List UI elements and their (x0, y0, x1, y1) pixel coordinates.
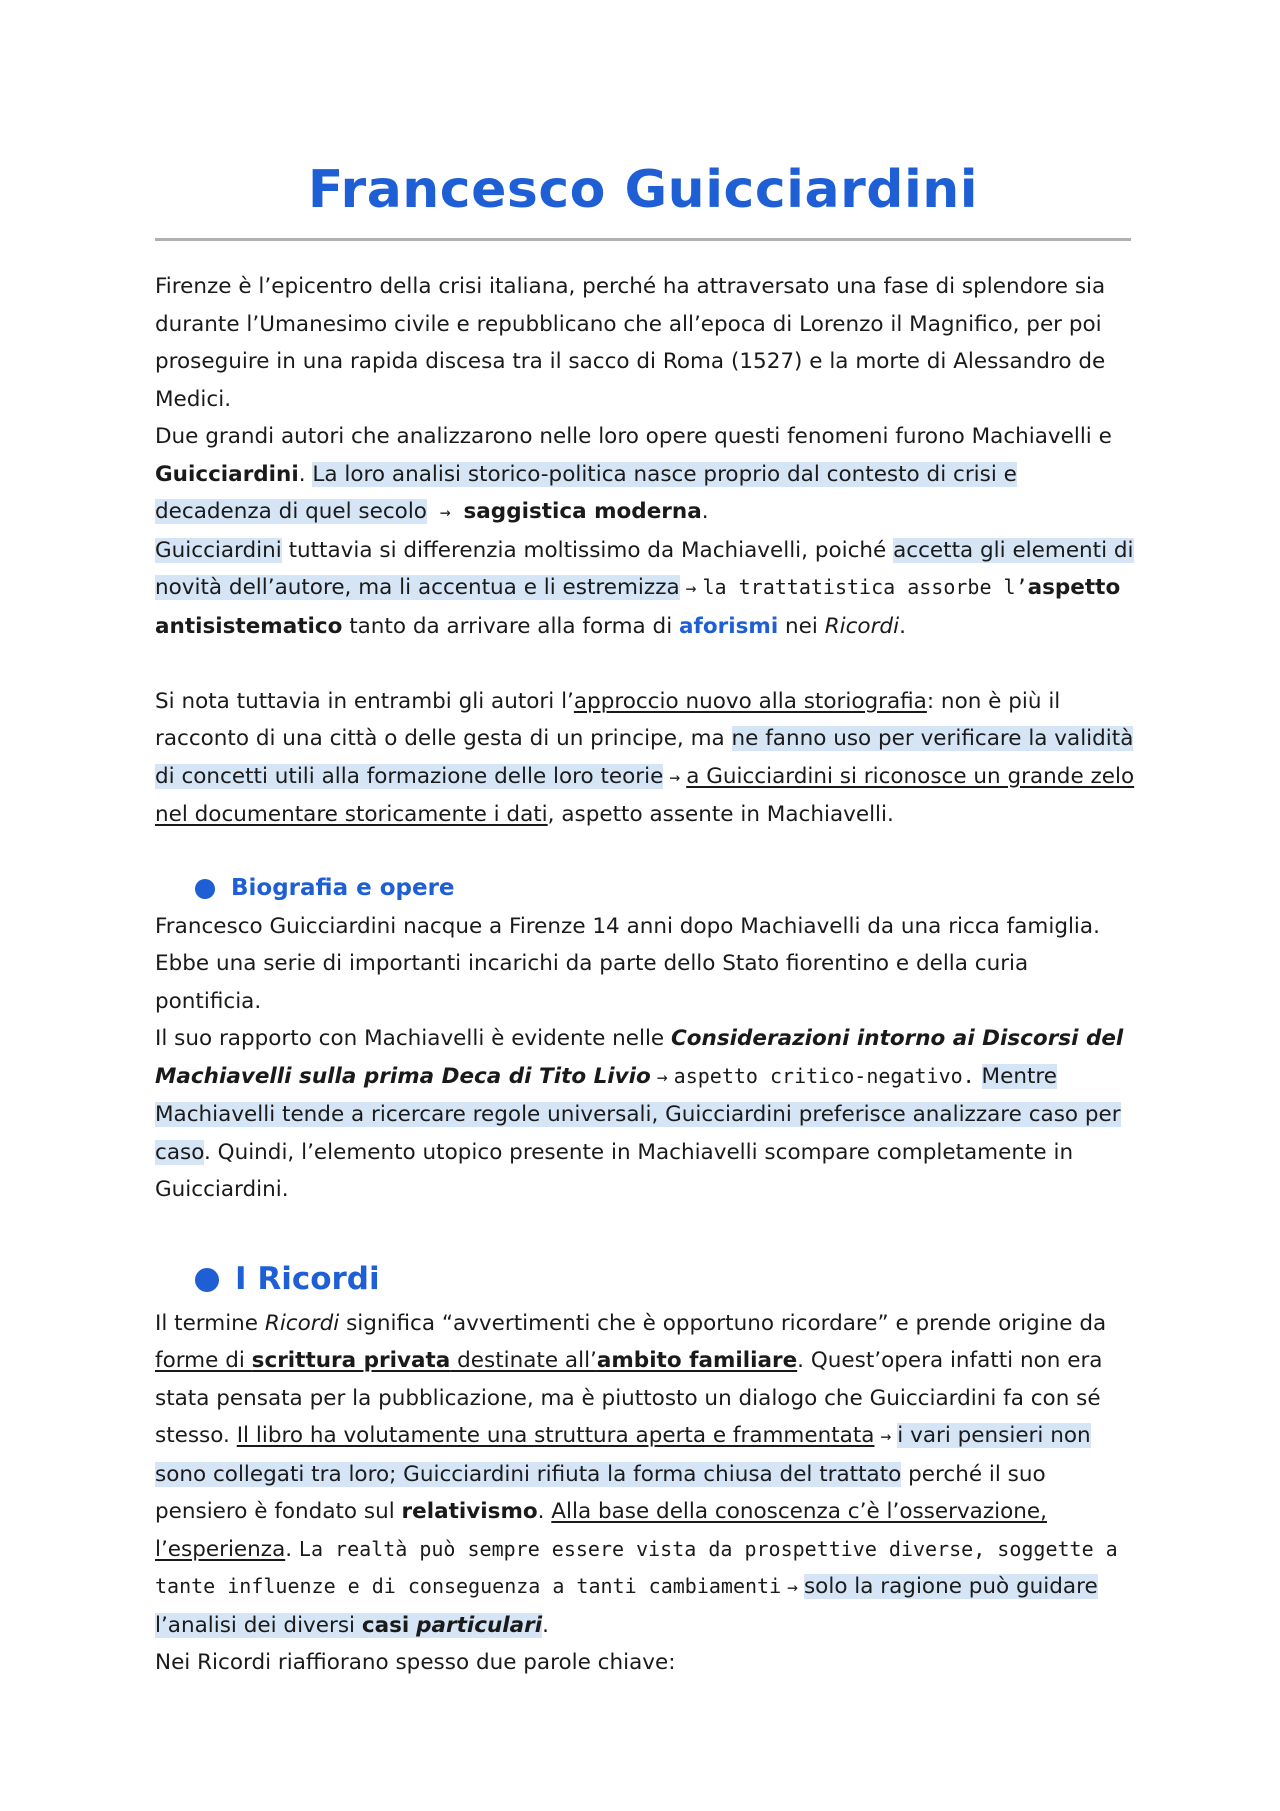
title-divider (155, 238, 1131, 241)
arrow-icon: → (685, 578, 697, 599)
bio-line-1: Francesco Guicciardini nacque a Firenze 14 anni dopo Machiavelli da una ricca famiglia. (155, 913, 1100, 939)
highlight: i vari pensieri non sono collegati tra loro; Guicciardini rifiuta la forma chiusa del trattato (155, 1423, 1091, 1487)
arrow-icon: → (439, 502, 451, 523)
bullet-icon (195, 879, 215, 899)
underline: Alla base della conoscenza c’è l’osservazione, l’esperienza (155, 1499, 1047, 1562)
highlight: accetta gli elementi di novità dell’autore, ma li accentua e li estremizza (155, 537, 1134, 600)
highlight: La loro analisi storico-politica nasce proprio dal contesto di crisi e decadenza di quel secolo (155, 461, 1017, 524)
highlight: solo la ragione può guidare l’analisi dei diversi casi particulari (155, 1574, 1098, 1638)
handwritten-note: aspetto critico-negativo. (673, 1063, 975, 1088)
bio-line-2: Ebbe una serie di importanti incarichi da parte dello Stato fiorentino e della curia pontificia. (155, 951, 1029, 1014)
intro-paragraph-4: Si nota tuttavia in entrambi gli autori l’approccio nuovo alla storiografia: non è più il racconto di una città o delle gesta di un principe, ma ne fanno uso per verificare la validità di concetti utili alla formazione delle loro teorie → a Guicciardini si riconosce un grande zelo nel documentare storicamente i dati, aspetto assente in Machiavelli. (155, 688, 1135, 827)
handwritten-note: La realtà può sempre essere vista da prospettive diverse, soggette a tante influenze e di conseguenza a tanti cambiamenti (155, 1536, 1118, 1598)
underline: approccio nuovo alla storiografia (573, 688, 927, 714)
underline: forme di scrittura privata destinate all’ambito familiare (155, 1348, 798, 1373)
bio-paragraph: Il suo rapporto con Machiavelli è evidente nelle Considerazioni intorno ai Discorsi del Machiavelli sulla prima Deca di Tito Livio → aspetto critico-negativo. Mentre Machiavelli tende a ricercare regole universali, Guicciardini preferisce analizzare caso per caso. Quindi, l’elemento utopico presente in Machiavelli scompare completamente in Guicciardini. (155, 1026, 1124, 1202)
document-body (155, 268, 1140, 1682)
arrow-icon: → (880, 1426, 892, 1447)
keyword-aforismi: aforismi (679, 613, 779, 639)
ricordi-paragraph: Il termine Ricordi significa “avvertimenti che è opportuno ricordare” e prende origine da forme di scrittura privata destinate all’ambito familiare. Quest’opera infatti non era stata pensata per la pubblicazione, ma è piuttosto un dialogo che Guicciardini fa con sé stesso. Il libro ha volutamente una struttura aperta e frammentata → i vari pensieri non sono collegati tra loro; Guicciardini rifiuta la forma chiusa del trattato perché il suo pensiero è fondato sul relativismo. Alla base della conoscenza c’è l’osservazione, l’esperienza. La realtà può sempre essere vista da prospettive diverse, soggette a tante influenze e di conseguenza a tanti cambiamenti → solo la ragione può guidare l’analisi dei diversi casi particulari. (155, 1310, 1118, 1638)
section-heading-biografia: Biografia e opere (155, 871, 1140, 908)
highlight: Guicciardini (155, 537, 282, 563)
arrow-icon: → (656, 1066, 668, 1088)
intro-paragraph-1: Firenze è l’epicentro della crisi italiana, perché ha attraversato una fase di splendore sia durante l’Umanesimo civile e repubblicano che all’epoca di Lorenzo il Magnifico, per poi proseguire in una rapida discesa tra il sacco di Roma (1527) e la morte di Alessandro de Medici. (155, 274, 1106, 412)
handwritten-note: la trattatistica assorbe l’ (702, 575, 1028, 599)
section-heading-ricordi: I Ricordi (155, 1255, 1140, 1305)
highlight: ne fanno uso per verificare la validità di concetti utili alla formazione delle loro teorie (155, 726, 1134, 789)
bullet-icon (195, 1268, 219, 1292)
underline: a Guicciardini si riconosce un grande zelo nel documentare storicamente i dati (155, 763, 1135, 827)
intro-paragraph-3: Guicciardini tuttavia si differenzia moltissimo da Machiavelli, poiché accetta gli elementi di novità dell’autore, ma li accentua e li estremizza → la trattatistica assorbe l’aspetto antisistematico tanto da arrivare alla forma di aforismi nei Ricordi. (155, 537, 1134, 639)
underline: Il libro ha volutamente una struttura aperta e frammentata (236, 1423, 875, 1448)
page-title: Francesco Guicciardini (307, 160, 979, 220)
intro-paragraph-2: Due grandi autori che analizzarono nelle loro opere questi fenomeni furono Machiavelli e Guicciardini. La loro analisi storico-politica nasce proprio dal contesto di crisi e decadenza di quel secolo → saggistica moderna. (155, 424, 1112, 524)
arrow-icon: → (669, 766, 681, 788)
highlight: Mentre Machiavelli tende a ricercare regole universali, Guicciardini preferisce analizzare caso per caso (155, 1063, 1121, 1165)
ricordi-last-line: Nei Ricordi riaffiorano spesso due parole chiave: (155, 1650, 676, 1675)
arrow-icon: → (787, 1577, 798, 1598)
